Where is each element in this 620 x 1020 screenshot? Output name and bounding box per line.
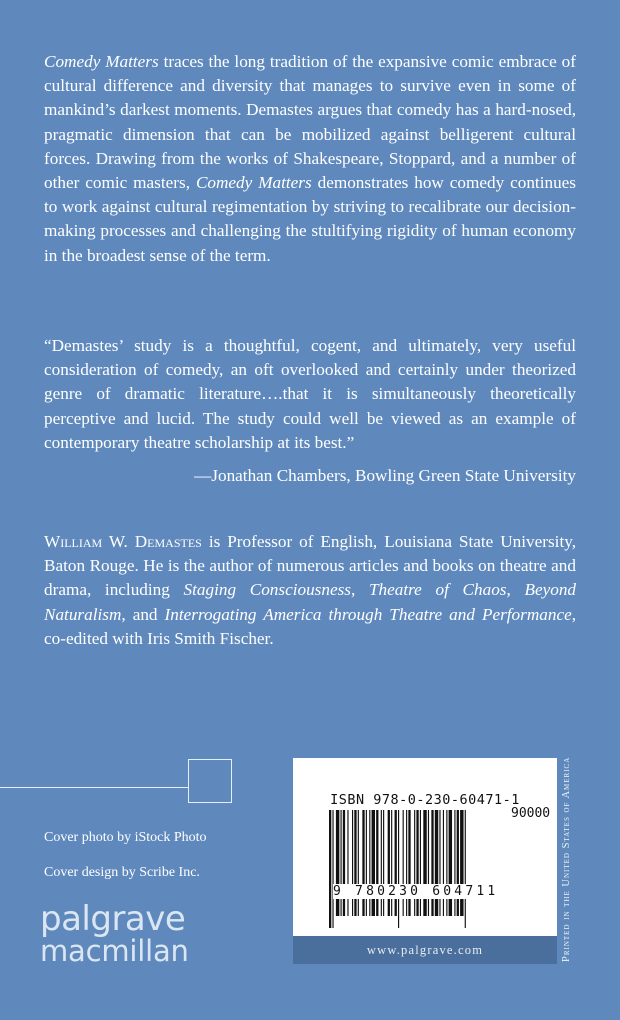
book-title: Staging Consciousness [183, 580, 351, 600]
description-text: demonstrates how comedy continues to work against cultural regimentation by striving to recalibrate our decision-making processes and challenging the stultifying rigidity of human economy in the broadest sense of the term. [44, 173, 576, 265]
price-code: 90000 [511, 806, 551, 821]
review-quote: “Demastes’ study is a thoughtful, cogent, and ultimately, very useful consideration of comedy, an oft overlooked and certainly under theorized genre of dramatic literature….that it is simultaneously theoretically perceptive and lucid. The study could well be viewed as an example of contemporary theatre scholarship at its best.” [44, 336, 576, 452]
decorative-rule [0, 787, 188, 788]
barcode-icon [329, 810, 509, 928]
barcode-digits: 9 780230 604711 [333, 884, 499, 899]
bio-separator: , [350, 580, 369, 600]
printed-in-notice: Printed in the United States of America [561, 756, 572, 962]
photo-credit: Cover photo by iStock Photo [44, 830, 207, 845]
barcode-panel [293, 758, 557, 936]
website-link[interactable]: www.palgrave.com [293, 936, 557, 964]
book-title: Interrogating America through Theatre and Performance [164, 604, 572, 624]
book-description [44, 50, 576, 268]
bio-text: is Professor of English, Louisiana State University, Baton Rouge. He is the author of numerous articles and books on theatre and drama, including [44, 532, 576, 600]
author-name: William W. Demastes [44, 532, 202, 551]
logo-line-2: macmillan [40, 934, 189, 968]
logo-line-1: palgrave [40, 899, 186, 939]
design-credit: Cover design by Scribe Inc. [44, 865, 200, 880]
palgrave-macmillan-logo [40, 899, 189, 968]
review-attribution: —Jonathan Chambers, Bowling Green State University [194, 466, 576, 485]
book-title: Beyond Naturalism [44, 580, 577, 624]
book-title: Comedy Matters [44, 52, 159, 71]
description-text: traces the long tradition of the expansive comic embrace of cultural difference and diversity that manages to survive even in some of mankind’s darkest moments. Demastes argues that comedy has a hard-nosed, pragmatic dimension that can be mobilized against belligerent cultural forces. Drawing from the works of Shakespeare, Stoppard, and a number of other comic masters, [44, 52, 576, 193]
isbn-label: ISBN 978-0-230-60471-1 [330, 792, 520, 808]
book-title: Comedy Matters [195, 173, 312, 193]
bio-text: , co-edited with Iris Smith Fischer. [44, 604, 576, 648]
bio-separator: , [506, 580, 525, 600]
book-title: Theatre of Chaos [368, 580, 507, 600]
author-bio [44, 530, 576, 651]
bio-separator: , and [121, 604, 165, 624]
decorative-square [188, 759, 232, 803]
